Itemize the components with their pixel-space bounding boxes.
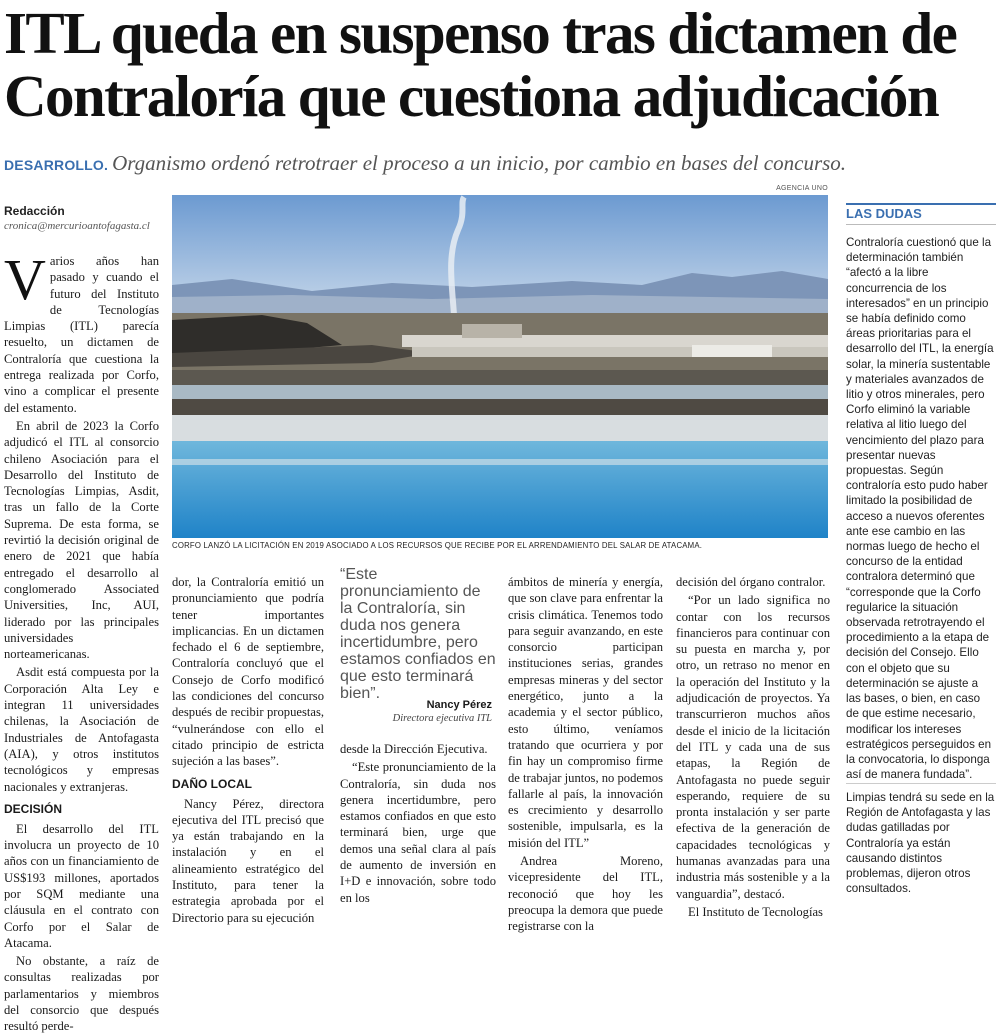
paragraph: Nancy Pérez, directora ejecutiva del ITL precisó que ya están trabajando en la instalación y en el alineamiento estratégico del Instituto, para tener la estrategia aprobada por el Directorio para su ejecución — [172, 796, 324, 925]
headline-line-1: ITL queda en suspenso tras dictamen de — [4, 0, 957, 66]
sidebar-divider — [846, 783, 996, 784]
article-column-5 — [676, 574, 830, 919]
sidebar-continuation: Limpias tendrá su sede en la Región de Antofagasta y las dudas gatilladas por Contraloría ya están causando distintos problemas, dijeron otros consultados. — [846, 791, 995, 896]
byline-name: Redacción — [4, 204, 65, 218]
salar-photo — [172, 195, 828, 538]
paragraph: decisión del órgano contralor. — [676, 575, 826, 589]
subhead-dano-local: DAÑO LOCAL — [172, 776, 252, 791]
headline-line-2: Contraloría que cuestiona adjudicación — [4, 63, 939, 129]
quote-author: Nancy Pérez — [426, 699, 492, 711]
subheadline — [4, 150, 998, 178]
paragraph: Andrea Moreno, vicepresidente del ITL, reconoció que hoy les preocupa la demora que puede registrarse con la — [508, 854, 663, 934]
paragraph: “Por un lado significa no contar con los recursos financieros para continuar con su puesta en marcha y, por otro, un retraso no menor en la operación del Instituto y la adjudicación de proyectos. Ya transcurrieron muchos años desde el inicio de la licitación del ITL y cada una de sus etapas, la Región de Antofagasta no puede seguir esperando, requiere de su pronta instalación y ser parte efectiva de la generación de capacidades tecnológicas y humanas avanzadas para una industria más sostenible y a la vanguardia”, destacó. — [676, 593, 830, 901]
subhead-decision: DECISIÓN — [4, 801, 63, 816]
dropcap: V — [4, 247, 46, 312]
headline — [4, 2, 998, 128]
paragraph: Varios años han pasado y cuando el futuro del Instituto de Tecnologías Limpias (ITL) parecía resuelto, un dictamen de Contraloría que cuestiona la entrega realizada por Corfo, vino a complicar el presente del estamento. — [4, 247, 159, 415]
paragraph: ámbitos de minería y energía, que son clave para enfrentar la crisis climática. Tenemos todo para seguir avanzando, en este consorcio participan instituciones serias, grandes empresas mineras y del sector energético, junto a la academia y el sector público, esto último, veníamos tratando que ocurriera y por fin hay un compromiso firme de trabajar juntos, no podemos fallarle al país, la innovación es crecimiento y desarrollo sostenible, impulsarla, es la misión del ITL” — [508, 575, 663, 850]
paragraph: desde la Dirección Ejecutiva. — [340, 742, 488, 756]
quote-role: Directora ejecutiva ITL — [392, 713, 492, 724]
section-label: DESARROLLO. — [4, 157, 109, 173]
paragraph: No obstante, a raíz de consultas realizadas por parlamentarios y miembros del consorcio que después resultó perde- — [4, 954, 159, 1034]
paragraph: dor, la Contraloría emitió un pronunciamiento que podría tener importantes implicancias. En un dictamen fechado el 6 de septiembre, Contraloría concluyó que el Consejo de Corfo modificó las condiciones del concurso después de recibir propuestas, “vulnerándose con ello el citado principio de estricta sujeción a las bases”. — [172, 575, 324, 769]
paragraph: Asdit está compuesta por la Corporación Alta Ley e integran 11 universidades chilenas, la Asociación de Industriales de Antofagasta (AIA), y otros institutos tecnológicos y empresas nacionales y extranjeras. — [4, 665, 159, 794]
paragraph: “Este pronunciamiento de la Contraloría, sin duda nos genera incertidumbre, pero estamos confiados en que esto terminará bien, urge que demos una señal clara al país de aumento de inversión en I+D e innovación, sobre todo en los — [340, 760, 496, 905]
article-column-1 — [4, 247, 159, 1034]
photo-caption: CORFO LANZÓ LA LICITACIÓN EN 2019 ASOCIADO A LOS RECURSOS QUE RECIBE POR EL ARRENDAMIENTO DEL SALAR DE ATACAMA. — [172, 541, 703, 550]
byline-email: cronica@mercurioantofagasta.cl — [4, 220, 150, 232]
salar-illustration — [172, 195, 828, 538]
sidebar-text: Contraloría cuestionó que la determinación también “afectó a la libre concurrencia de los interesados” en un principio se había definido como áreas prioritarias para el desarrollo del ITL, la energía solar, la minería sustentable y materiales avanzados de litio y otros minerales, pero Corfo eliminó la variable relativa al litio luego del vencimiento del plazo para presentar nuevas propuestas. Según contraloría esto pudo haber limitado la posibilidad de acceso a nuevos oferentes ante ese cambio en las normas luego de hecho el concurso de la entidad contralora determinó que “corresponde que la Corfo regularice la situación observada retrotrayendo el procedimiento a la etapa de decisión del Consejo. Ello con el objeto que su determinación se ajuste a las bases, o bien, en caso de que estime necesario, modificar los intereses estratégicos perseguidos en la convocatoria, lo disponga así de manera fundada”. — [846, 236, 994, 782]
article-column-3 — [340, 741, 496, 905]
pull-quote: “Este pronunciamiento de la Contraloría, sin duda nos genera incertidumbre, pero estamos confiados en que esto terminará bien”. — [340, 566, 496, 702]
paragraph: En abril de 2023 la Corfo adjudicó el ITL al consorcio chileno Asociación para el Desarrollo del Instituto de Tecnologías Limpias, Asdit, tras un fallo de la Corte Suprema. De esta forma, se revirtió la decisión original de enero de 2021 que había entregado el desarrollo al conglomerado Associated Universities, Inc, AUI, liderado por las principales universidades norteamericanas. — [4, 418, 159, 662]
paragraph: El Instituto de Tecnologías — [688, 904, 823, 919]
paragraph: El desarrollo del ITL involucra un proyecto de 10 años con un financiamiento de US$193 millones, aportados por SQM mediante una cláusula en el contrato con Corfo por el Salar de Atacama. — [4, 821, 159, 950]
sidebar-title: LAS DUDAS — [846, 203, 996, 225]
article-column-2 — [172, 574, 324, 925]
byline — [4, 204, 164, 234]
deck: Organismo ordenó retrotraer el proceso a un inicio, por cambio en bases del concurso. — [112, 151, 847, 175]
photo-credit: AGENCIA UNO — [776, 185, 828, 192]
pull-quote-attribution — [340, 699, 492, 725]
article-column-4 — [508, 574, 663, 934]
